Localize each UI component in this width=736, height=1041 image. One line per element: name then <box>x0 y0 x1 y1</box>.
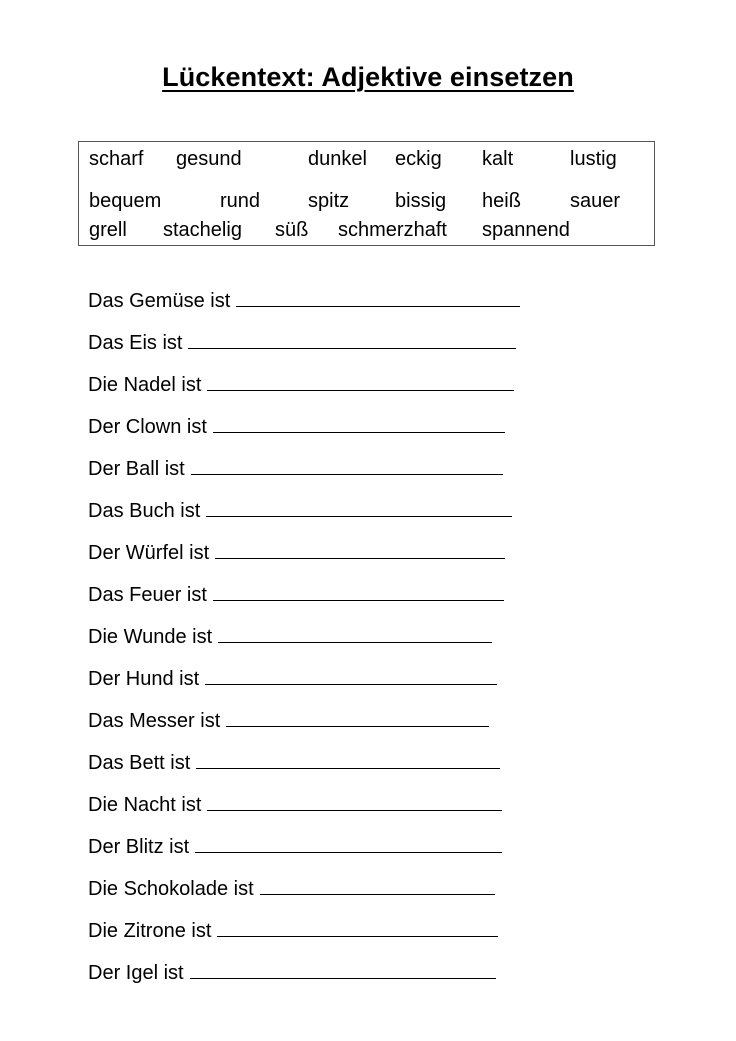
answer-blank[interactable] <box>207 374 514 391</box>
answer-blank[interactable] <box>191 458 503 475</box>
sentence-prompt: Das Feuer ist <box>88 584 207 606</box>
answer-blank[interactable] <box>226 710 489 727</box>
word-bank-item: gesund <box>176 148 242 170</box>
sentence-prompt: Die Nadel ist <box>88 374 202 396</box>
sentence-row <box>88 500 512 523</box>
word-bank-item: bequem <box>89 190 162 212</box>
answer-blank[interactable] <box>195 836 502 853</box>
answer-blank[interactable] <box>215 542 505 559</box>
sentence-prompt: Der Igel ist <box>88 962 184 984</box>
word-bank-item: süß <box>275 219 309 241</box>
word-bank-item: heiß <box>482 190 521 212</box>
answer-blank[interactable] <box>196 752 500 769</box>
sentence-prompt: Das Messer ist <box>88 710 221 732</box>
sentence-row <box>88 794 502 817</box>
sentence-prompt: Der Ball ist <box>88 458 185 480</box>
sentence-row <box>88 290 520 313</box>
sentence-row <box>88 542 505 565</box>
sentence-row <box>88 668 497 691</box>
word-bank-item: lustig <box>570 148 617 170</box>
answer-blank[interactable] <box>213 416 505 433</box>
word-bank-item: sauer <box>570 190 621 212</box>
sentence-row <box>88 710 489 733</box>
sentence-row <box>88 416 505 439</box>
answer-blank[interactable] <box>205 668 497 685</box>
word-bank-item: spannend <box>482 219 570 241</box>
word-bank-item: bissig <box>395 190 447 212</box>
sentence-row <box>88 332 516 355</box>
worksheet-title: Lückentext: Adjektive einsetzen <box>162 62 574 92</box>
sentence-prompt: Das Bett ist <box>88 752 191 774</box>
answer-blank[interactable] <box>188 332 516 349</box>
sentence-row <box>88 836 502 859</box>
word-bank-item: eckig <box>395 148 442 170</box>
sentence-row <box>88 374 514 397</box>
answer-blank[interactable] <box>190 962 496 979</box>
sentence-prompt: Die Wunde ist <box>88 626 213 648</box>
sentence-prompt: Der Blitz ist <box>88 836 190 858</box>
sentence-prompt: Die Schokolade ist <box>88 878 254 900</box>
answer-blank[interactable] <box>218 626 492 643</box>
answer-blank[interactable] <box>236 290 520 307</box>
sentence-prompt: Der Clown ist <box>88 416 207 438</box>
sentence-row <box>88 584 504 607</box>
sentence-row <box>88 962 496 985</box>
sentence-prompt: Das Gemüse ist <box>88 290 231 312</box>
answer-blank[interactable] <box>260 878 495 895</box>
word-bank-item: kalt <box>482 148 514 170</box>
sentence-prompt: Die Zitrone ist <box>88 920 212 942</box>
sentence-row <box>88 458 503 481</box>
answer-blank[interactable] <box>213 584 504 601</box>
sentence-prompt: Der Hund ist <box>88 668 200 690</box>
sentence-row <box>88 752 500 775</box>
sentence-prompt: Das Buch ist <box>88 500 201 522</box>
answer-blank[interactable] <box>217 920 498 937</box>
word-bank-item: dunkel <box>308 148 367 170</box>
word-bank-item: stachelig <box>163 219 242 241</box>
sentence-prompt: Die Nacht ist <box>88 794 202 816</box>
word-bank-item: scharf <box>89 148 144 170</box>
sentence-prompt: Das Eis ist <box>88 332 183 354</box>
sentence-row <box>88 920 498 943</box>
word-bank <box>78 141 655 246</box>
sentence-row <box>88 626 492 649</box>
word-bank-item: rund <box>220 190 261 212</box>
sentence-row <box>88 878 495 901</box>
answer-blank[interactable] <box>206 500 512 517</box>
word-bank-item: schmerzhaft <box>338 219 447 241</box>
sentence-prompt: Der Würfel ist <box>88 542 210 564</box>
word-bank-item: spitz <box>308 190 350 212</box>
word-bank-item: grell <box>89 219 127 241</box>
answer-blank[interactable] <box>207 794 502 811</box>
